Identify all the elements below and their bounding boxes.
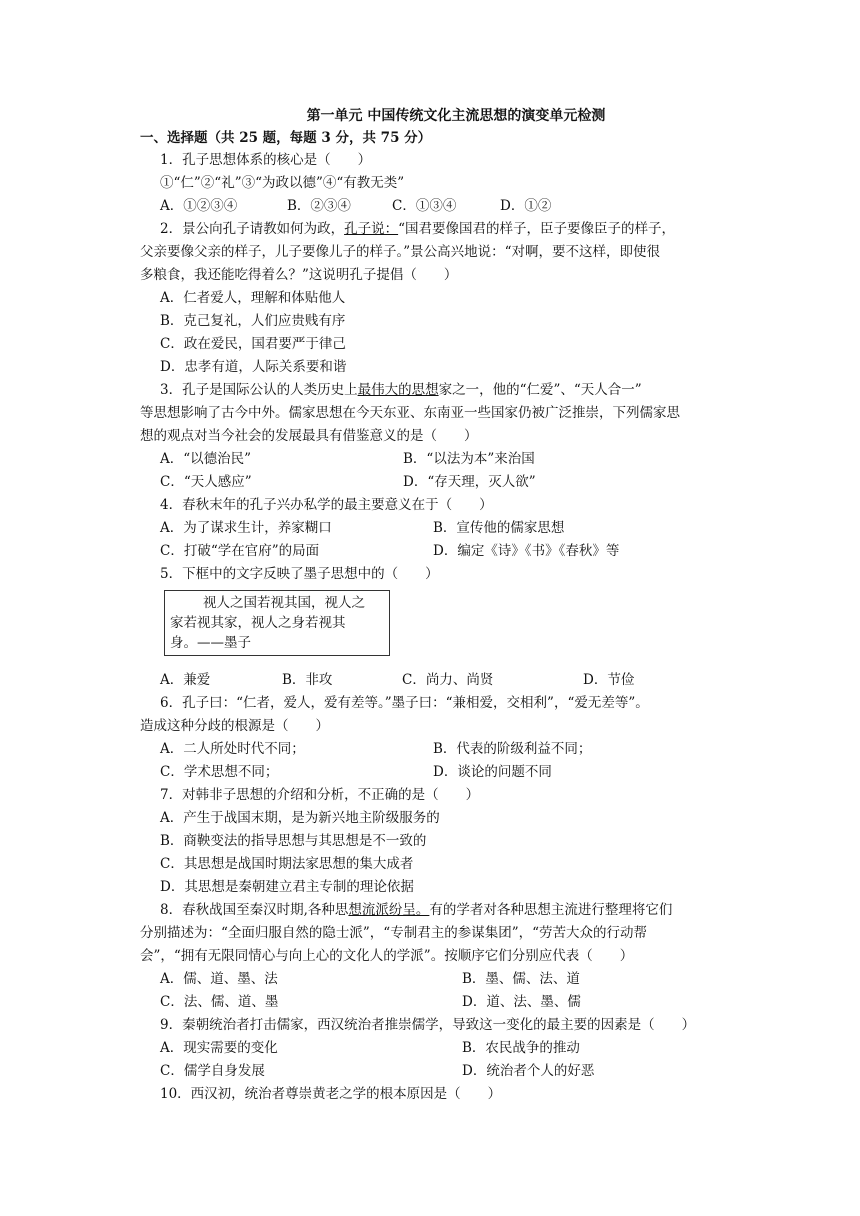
q3-line-1 xyxy=(160,380,642,400)
q5-stem: 5．下框中的文字反映了墨子思想中的（ ） xyxy=(160,566,439,582)
q7-option-a: A．产生于战国末期，是为新兴地主阶级服务的 xyxy=(160,810,440,826)
q7-option-b: B．商鞅变法的指导思想与其思想是不一致的 xyxy=(160,833,427,849)
q5-option-a: A．兼爱 xyxy=(160,672,211,688)
q1-stem: 1．孔子思想体系的核心是（ ） xyxy=(160,152,372,168)
q10-stem: 10．西汉初，统治者尊崇黄老之学的根本原因是（ ） xyxy=(160,1086,502,1102)
q9-stem: 9．秦朝统治者打击儒家，西汉统治者推崇儒学，导致这一变化的最主要的因素是（ ） xyxy=(160,1017,696,1033)
q8-text: 有的学者对各种思想主流进行整理将它们 xyxy=(429,902,673,918)
q2-text: “国君要像国君的样子，臣子要像臣子的样子， xyxy=(398,221,675,237)
q2-option-a: A．仁者爱人，理解和体贴他人 xyxy=(160,290,346,306)
q1-option-c: C．①③④ xyxy=(392,198,457,214)
q4-option-d: D．编定《诗》《书》《春秋》等 xyxy=(433,543,620,559)
q2-underlined-text: 孔子说： xyxy=(344,221,399,237)
q4-stem: 4．春秋末年的孔子兴办私学的最主要意义在于（ ） xyxy=(160,497,493,513)
q8-option-b: B．墨、儒、法、道 xyxy=(462,971,580,987)
q3-line-3: 想的观点对当今社会的发展最具有借鉴意义的是（ ） xyxy=(140,428,478,444)
q8-option-d: D．道、法、墨、儒 xyxy=(462,994,581,1010)
q2-line-1 xyxy=(160,219,675,239)
section-heading: 一、选择题（共 25 题，每题 3 分，共 75 分） xyxy=(140,130,432,146)
q7-option-d: D．其思想是秦朝建立君主专制的理论依据 xyxy=(160,879,414,895)
q1-items: ①“仁”②“礼”③“为政以德”④“有教无类” xyxy=(160,175,405,191)
q2-line-2: 父亲要像父亲的样子，儿子要像儿子的样子。”景公高兴地说：“对啊，要不这样，即使很 xyxy=(140,244,661,260)
q6-option-a: A．二人所处时代不同； xyxy=(160,741,305,757)
q4-option-c: C．打破“学在官府”的局面 xyxy=(160,543,320,559)
q6-option-b: B．代表的阶级利益不同； xyxy=(433,741,592,757)
q2-option-d: D．忠孝有道，人际关系要和谐 xyxy=(160,359,347,375)
q8-text: 8．春秋战国至秦汉时期,各种思 xyxy=(160,902,349,918)
q3-option-a: A．“以德治民” xyxy=(160,451,252,467)
q5-option-c: C．尚力、尚贤 xyxy=(402,672,494,688)
q9-option-c: C．儒学自身发展 xyxy=(160,1063,265,1079)
q1-option-b: B．②③④ xyxy=(287,198,351,214)
q6-line-2: 造成这种分歧的根源是（ ） xyxy=(140,718,329,734)
q2-text: 2．景公向孔子请教如何为政， xyxy=(160,221,345,237)
q9-option-a: A．现实需要的变化 xyxy=(160,1040,278,1056)
q7-stem: 7．对韩非子思想的介绍和分析，不正确的是（ ） xyxy=(160,787,480,803)
q5-option-b: B．非攻 xyxy=(282,672,333,688)
q3-text: 3．孔子是国际公认的人类历史上 xyxy=(160,382,358,398)
q9-option-b: B．农民战争的推动 xyxy=(462,1040,580,1056)
q1-option-a: A．①②③④ xyxy=(160,198,238,214)
q5-option-d: D．节俭 xyxy=(583,672,635,688)
q3-option-c: C．“天人感应” xyxy=(160,474,252,490)
q8-underlined-text: 想流派纷呈。 xyxy=(348,902,430,918)
q3-text: 家之一，他的“仁爱”、“天人合一” xyxy=(438,382,642,398)
quote-line-3: 身。——墨子 xyxy=(170,635,251,651)
q8-line-1 xyxy=(160,900,672,920)
quote-line-1: 视人之国若视其国，视人之 xyxy=(203,595,365,611)
page-title: 第一单元 中国传统文化主流思想的演变单元检测 xyxy=(306,108,606,124)
q3-option-b: B．“以法为本”来治国 xyxy=(403,451,535,467)
q8-option-a: A．儒、道、墨、法 xyxy=(160,971,278,987)
q8-option-c: C．法、儒、道、墨 xyxy=(160,994,279,1010)
q4-option-a: A．为了谋求生计，养家糊口 xyxy=(160,520,332,536)
q2-option-c: C．政在爱民，国君要严于律己 xyxy=(160,336,346,352)
q3-option-d: D．“存天理，灭人欲” xyxy=(403,474,536,490)
quote-line-2: 家若视其家，视人之身若视其 xyxy=(170,615,346,631)
q2-line-3: 多粮食，我还能吃得着么？”这说明孔子提倡（ ） xyxy=(140,267,458,283)
q7-option-c: C．其思想是战国时期法家思想的集大成者 xyxy=(160,856,414,872)
q2-option-b: B．克己复礼，人们应贵贱有序 xyxy=(160,313,346,329)
q3-underlined-text: 最伟大的思想 xyxy=(357,382,439,398)
q8-line-3: 会”，“拥有无限同情心与向上心的文化人的学派”。按顺序它们分别应代表（ ） xyxy=(140,948,634,964)
q6-option-d: D．谈论的问题不同 xyxy=(433,764,552,780)
q1-option-d: D．①② xyxy=(500,198,552,214)
q9-option-d: D．统治者个人的好恶 xyxy=(462,1063,595,1079)
q3-line-2: 等思想影响了古今中外。儒家思想在今天东亚、东南亚一些国家仍被广泛推崇，下列儒家思 xyxy=(140,405,680,421)
q6-line-1: 6．孔子曰：“仁者，爱人，爱有差等。”墨子曰：“兼相爱，交相利”，“爱无差等”。 xyxy=(160,695,649,711)
q8-line-2: 分别描述为：“全面归服自然的隐士派”，“专制君主的参谋集团”，“劳苦大众的行动帮 xyxy=(140,925,648,941)
q4-option-b: B．宣传他的儒家思想 xyxy=(433,520,565,536)
q6-option-c: C．学术思想不同； xyxy=(160,764,279,780)
